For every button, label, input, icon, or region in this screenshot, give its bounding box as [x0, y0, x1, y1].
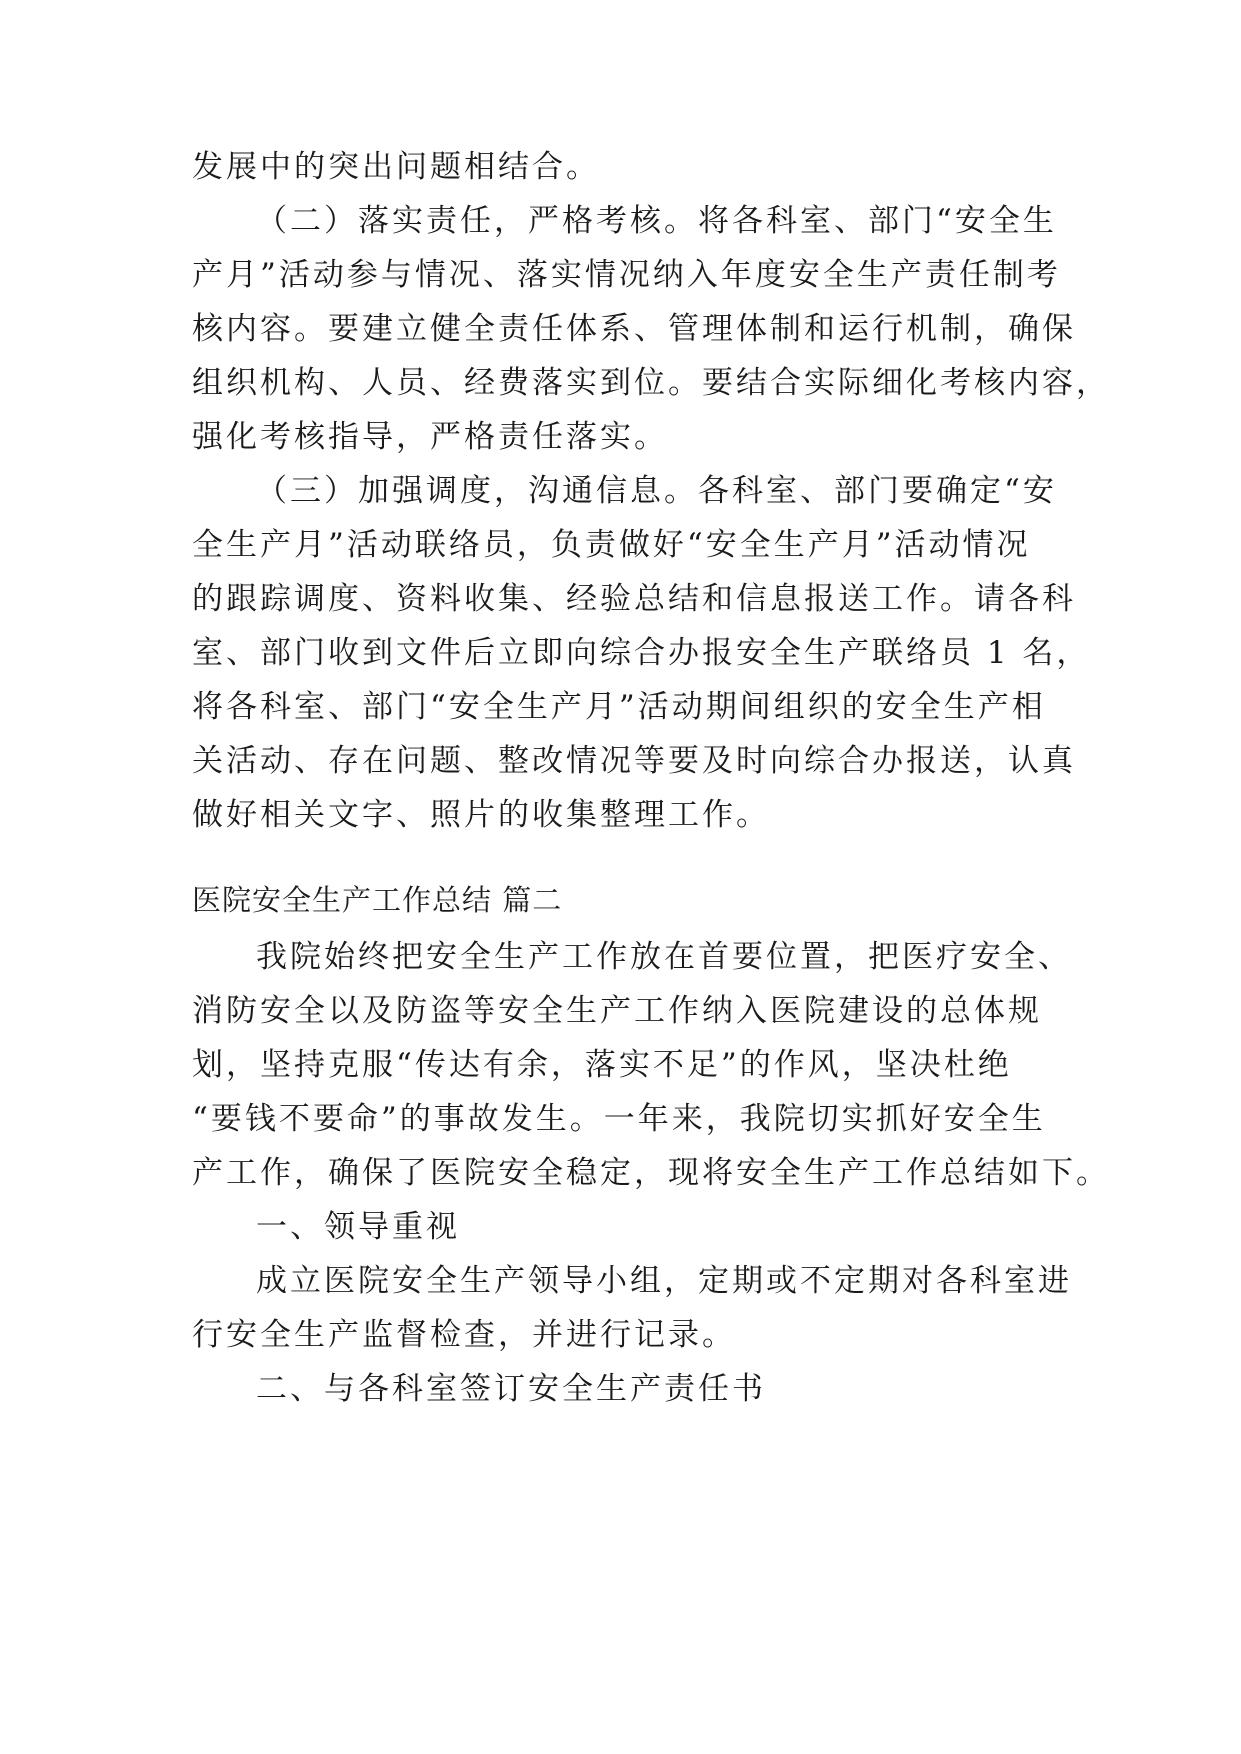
text-line: 产工作，确保了医院安全稳定，现将安全生产工作总结如下。	[192, 1155, 1110, 1191]
section-heading: 医院安全生产工作总结 篇二	[192, 883, 563, 917]
text-line: 划，坚持克服“传达有余，落实不足”的作风，坚决杜绝	[192, 1047, 1012, 1083]
text-line: 消防安全以及防盗等安全生产工作纳入医院建设的总体规	[192, 993, 1042, 1029]
text-line: 全生产月”活动联络员，负责做好“安全生产月”活动情况	[192, 527, 1031, 563]
text-line: 产月”活动参与情况、落实情况纳入年度安全生产责任制考	[192, 257, 1061, 293]
subheading: 一、领导重视	[256, 1209, 460, 1245]
text-line: （二）落实责任，严格考核。将各科室、部门“安全生	[256, 203, 1057, 239]
subheading: 二、与各科室签订安全生产责任书	[256, 1371, 766, 1407]
text-line: （三）加强调度，沟通信息。各科室、部门要确定“安	[256, 473, 1057, 509]
text-line: 组织机构、人员、经费落实到位。要结合实际细化考核内容，	[192, 365, 1110, 401]
text-line: 核内容。要建立健全责任体系、管理体制和运行机制，确保	[192, 311, 1076, 347]
text-line: 成立医院安全生产领导小组，定期或不定期对各科室进	[256, 1263, 1072, 1299]
text-line: 发展中的突出问题相结合。	[192, 149, 600, 185]
text-line: 行安全生产监督检查，并进行记录。	[192, 1317, 736, 1353]
text-line: 的跟踪调度、资料收集、经验总结和信息报送工作。请各科	[192, 581, 1076, 617]
text-line: 关活动、存在问题、整改情况等要及时向综合办报送，认真	[192, 743, 1076, 779]
text-line: 我院始终把安全生产工作放在首要位置，把医疗安全、	[256, 939, 1072, 975]
text-line: 将各科室、部门“安全生产月”活动期间组织的安全生产相	[192, 689, 1046, 725]
text-line: 强化考核指导，严格责任落实。	[192, 419, 668, 455]
text-line: “要钱不要命”的事故发生。一年来，我院切实抓好安全生	[192, 1101, 1046, 1137]
text-line: 室、部门收到文件后立即向综合办报安全生产联络员 1 名，	[192, 635, 1091, 671]
text-line: 做好相关文字、照片的收集整理工作。	[192, 797, 770, 833]
